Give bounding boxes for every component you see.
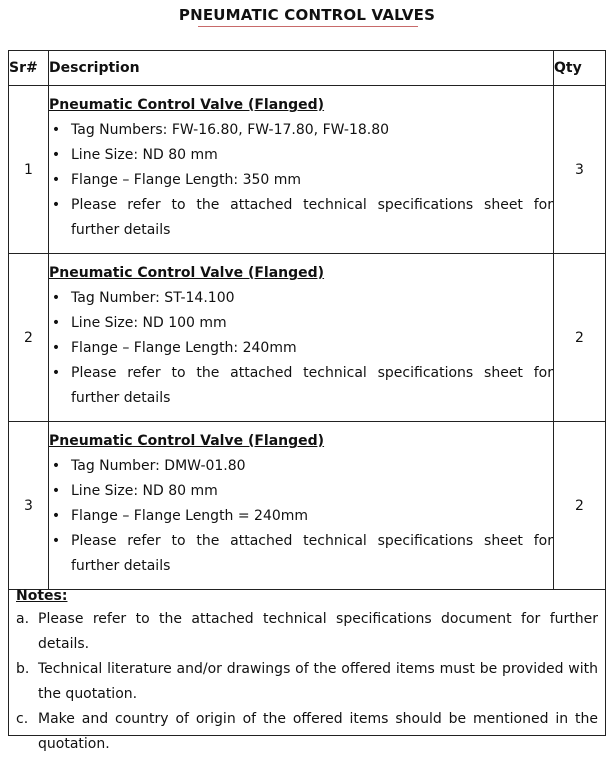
document-title: PNEUMATIC CONTROL VALVES: [178, 6, 436, 24]
bullet-text: Tag Number: DMW-01.80: [71, 458, 246, 474]
note-item: [16, 707, 598, 757]
row-sr: 3: [9, 422, 49, 590]
table-row: [9, 422, 606, 590]
note-marker: b.: [16, 661, 30, 677]
header-sr: Sr#: [9, 51, 49, 86]
row-description: [49, 86, 554, 254]
bullet-icon: •: [51, 172, 61, 188]
list-item: [49, 454, 553, 479]
row-description: [49, 422, 554, 590]
bullet-icon: •: [51, 533, 61, 549]
list-item: [49, 504, 553, 529]
item-heading: Pneumatic Control Valve (Flanged): [49, 97, 325, 113]
bullet-text: Please refer to the attached technical specifications sheet for further details: [71, 197, 553, 238]
note-text: Technical literature and/or drawings of the offered items must be provided with the quotation.: [38, 661, 598, 702]
list-item: [49, 529, 553, 579]
spec-list: [49, 286, 553, 411]
row-sr: 2: [9, 254, 49, 422]
note-item: [16, 657, 598, 707]
spec-list: [49, 454, 553, 579]
list-item: [49, 118, 553, 143]
list-item: [49, 361, 553, 411]
bullet-text: Tag Number: ST-14.100: [71, 290, 235, 306]
note-text: Make and country of origin of the offered items should be mentioned in the quotation.: [38, 711, 598, 752]
list-item: [49, 193, 553, 243]
list-item: [49, 286, 553, 311]
title-underline: [198, 26, 418, 27]
bullet-icon: •: [51, 508, 61, 524]
bullet-text: Tag Numbers: FW-16.80, FW-17.80, FW-18.80: [71, 122, 390, 138]
row-sr: 1: [9, 86, 49, 254]
row-qty: 3: [554, 86, 606, 254]
header-qty: Qty: [554, 51, 606, 86]
table-row: [9, 254, 606, 422]
bullet-text: Please refer to the attached technical specifications sheet for further details: [71, 365, 553, 406]
note-marker: a.: [16, 611, 30, 627]
bullet-text: Flange – Flange Length = 240mm: [71, 508, 309, 524]
bullet-icon: •: [51, 122, 61, 138]
bullet-text: Flange – Flange Length: 350 mm: [71, 172, 302, 188]
row-description: [49, 254, 554, 422]
list-item: [49, 143, 553, 168]
spec-list: [49, 118, 553, 243]
item-heading: Pneumatic Control Valve (Flanged): [49, 433, 325, 449]
bullet-icon: •: [51, 340, 61, 356]
note-item: [16, 607, 598, 657]
bullet-text: Flange – Flange Length: 240mm: [71, 340, 297, 356]
notes-heading: Notes:: [16, 588, 68, 604]
header-description: Description: [49, 51, 554, 86]
bullet-icon: •: [51, 197, 61, 213]
bullet-text: Line Size: ND 80 mm: [71, 147, 218, 163]
bullet-icon: •: [51, 483, 61, 499]
table-header-row: [9, 51, 606, 86]
list-item: [49, 168, 553, 193]
row-qty: 2: [554, 422, 606, 590]
list-item: [49, 336, 553, 361]
note-marker: c.: [16, 711, 29, 727]
bullet-text: Line Size: ND 100 mm: [71, 315, 227, 331]
item-heading: Pneumatic Control Valve (Flanged): [49, 265, 325, 281]
list-item: [49, 311, 553, 336]
bullet-text: Please refer to the attached technical specifications sheet for further details: [71, 533, 553, 574]
bullet-icon: •: [51, 315, 61, 331]
bullet-icon: •: [51, 458, 61, 474]
bullet-icon: •: [51, 365, 61, 381]
items-table: [8, 50, 606, 590]
notes-section: [8, 584, 606, 752]
row-qty: 2: [554, 254, 606, 422]
bullet-text: Line Size: ND 80 mm: [71, 483, 218, 499]
bullet-icon: •: [51, 147, 61, 163]
table-row: [9, 86, 606, 254]
bullet-icon: •: [51, 290, 61, 306]
list-item: [49, 479, 553, 504]
note-text: Please refer to the attached technical specifications document for further details.: [38, 611, 598, 652]
